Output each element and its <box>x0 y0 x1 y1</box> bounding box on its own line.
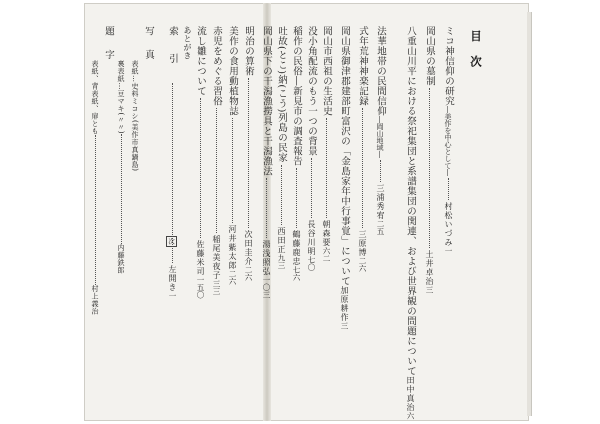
toc-entry: 吐故(とこ)納(こう)列島の民家西田正九三 <box>276 26 287 269</box>
toc-entry: 式年荒神神楽記録三原博二六 <box>357 26 368 272</box>
page-stamp: 次 <box>167 238 175 245</box>
toc-entry: 八重山川平における祭祀集団と系譜集団の関連、および世界観の問題について田中真治六 <box>405 26 416 420</box>
toc-entry: 岡山県下の干潟漁撈具と干潟漁法湯浅照弘一〇三 <box>261 26 272 299</box>
toc-entry: 流し雛について佐藤米司一五〇 <box>195 26 206 299</box>
photo-credit: 裏表紙…豆マキ(〃〃)内藤鉄郎 <box>117 60 125 274</box>
photos-heading: 写真 <box>143 26 154 73</box>
title-calligraphy-credit: 表紙、背表紙、扉とも村上義治 <box>91 60 99 315</box>
toc-entry: ミコ神信仰の研究―美作を中心として―村松いづみ一 <box>443 26 454 255</box>
toc-entry: 没小角配流のもう一つの背景長谷川明七〇 <box>306 26 317 271</box>
toc-entry: 岡山市西祖の生活史朝森要六二 <box>321 26 332 262</box>
title-calligraphy-heading: 題字 <box>103 26 114 73</box>
toc-entry: あとがき <box>183 26 192 60</box>
toc-entry: 美作の食用動植物誌河井紫太郎二六 <box>227 26 238 285</box>
toc-entry: 赤児をめぐる習俗稲尾美夜子三三 <box>211 26 222 295</box>
toc-entry: 法華地帯の民間信仰―岡山地域―三浦秀宥二五 <box>375 26 386 235</box>
toc-entry: 明治の算術次田圭介二六 <box>243 26 254 281</box>
toc-entry: 稲作の民俗―新見市の調査報告鶴藤鹿忠七六 <box>291 26 302 281</box>
toc-entry: 岡山県御津郡建部町富沢の「金島家年中行事覚」について加原耕作三 <box>339 26 350 330</box>
toc-entry: 索引左開き一 <box>167 26 178 300</box>
photo-credit: 表紙…史料ミコシ(美作市真鍋島) <box>131 60 139 172</box>
toc-entry: 岡山県の墓制土井卓治三 <box>424 26 435 294</box>
toc-title: 目次 <box>469 30 483 81</box>
